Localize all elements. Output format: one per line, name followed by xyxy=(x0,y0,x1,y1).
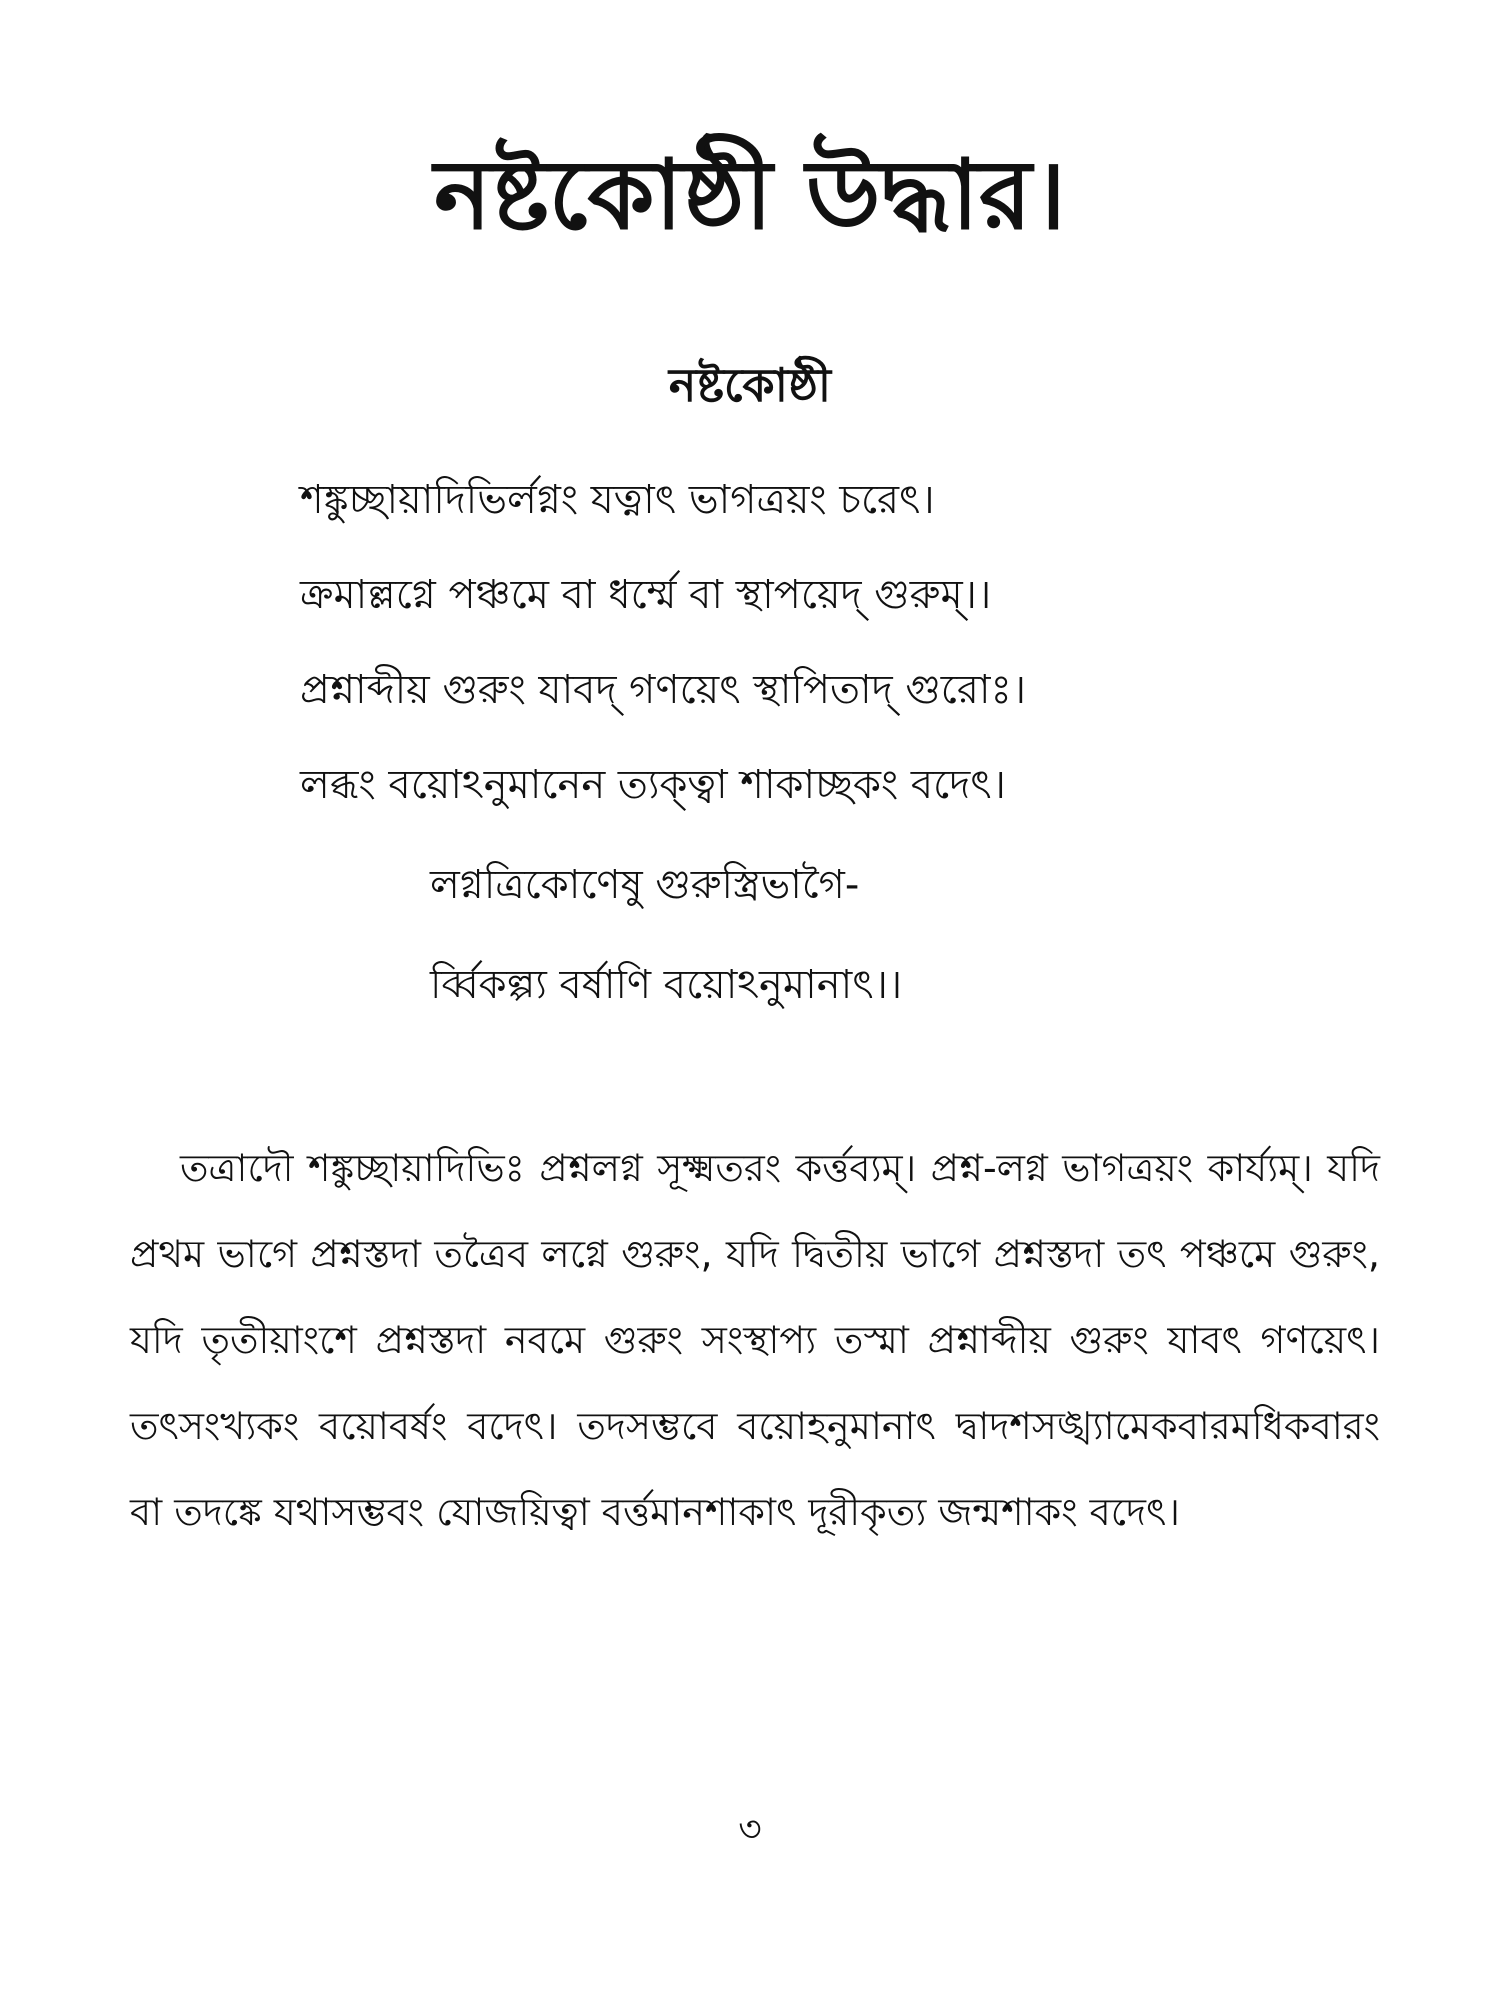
verse-line: শঙ্কুচ্ছায়াদিভির্লগ্নং যত্নাৎ ভাগত্রয়ং চরেৎ। xyxy=(300,477,935,523)
section-heading: নষ্টকোষ্ঠী xyxy=(668,358,832,412)
verse-line: লগ্নত্রিকোণেষু গুরুস্ত্রিভাগৈ- xyxy=(430,862,860,908)
page-number: ৩ xyxy=(738,1809,762,1850)
verse-line: ক্রমাল্লগ্নে পঞ্চমে বা ধর্ম্মে বা স্থাপয়েদ্ গুরুম্।। xyxy=(300,572,992,618)
commentary-paragraph: তত্রাদৌ শঙ্কুচ্ছায়াদিভিঃ প্রশ্নলগ্ন সূক্ষ্মতরং কর্ত্তব্যম্। প্রশ্ন-লগ্ন ভাগত্রয়ং কার্য্যম্। যদি প্রথম ভাগে প্রশ্নস্তদা তত্রৈব লগ্নে গুরুং, যদি দ্বিতীয় ভাগে প্রশ্নস্তদা তৎ পঞ্চমে গুরুং, যদি তৃতীয়াংশে প্রশ্নস্তদা নবমে গুরুং সংস্থাপ্য তস্মা প্রশ্নাব্দীয় গুরুং যাবৎ গণয়েৎ। তৎসংখ্যকং বয়োবর্ষং বদেৎ। তদসম্ভবে বয়োহনুমানাৎ দ্বাদশসঙ্খ্যামেকবারমধিকবারং বা তদঙ্কে যথাসম্ভবং যোজয়িত্বা বর্ত্তমানশাকাৎ দূরীকৃত্য জন্মশাকং বদেৎ। xyxy=(130,1146,1380,1534)
verse-line: র্ব্বিকল্প্য বর্ষাণি বয়োঽনুমানাৎ।। xyxy=(430,962,903,1008)
page-title: নষ্টকোষ্ঠী উদ্ধার। xyxy=(433,139,1067,251)
verse-line: প্রশ্নাব্দীয় গুরুং যাবদ্ গণয়েৎ স্থাপিতাদ্ গুরোঃ। xyxy=(300,667,1027,713)
verse-line: লব্ধং বয়োঽনুমানেন ত্যক্ত্বা শাকাচ্ছকং বদেৎ। xyxy=(300,762,1006,808)
